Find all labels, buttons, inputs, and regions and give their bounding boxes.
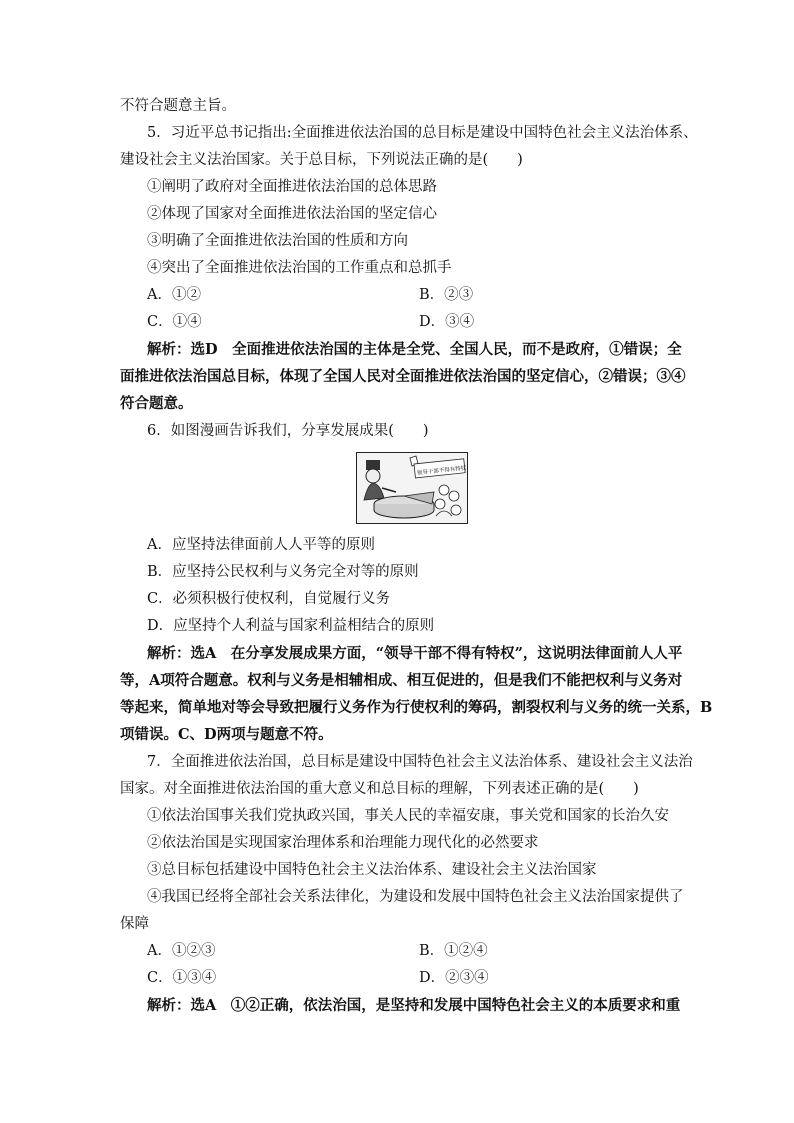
question-5-option-d: D．③④ xyxy=(419,314,475,330)
question-6-stem: 6．如图漫画告诉我们，分享发展成果( ) xyxy=(147,423,429,439)
question-7-stem-cont: 国家。对全面推进依法治国的重大意义和总目标的理解，下列表述正确的是( ) xyxy=(120,781,639,797)
question-7-statement-4: ④我国已经将全部社会关系法律化，为建设和发展中国特色社会主义法治国家提供了 xyxy=(147,889,684,905)
text-line: 不符合题意主旨。 xyxy=(120,98,236,114)
question-7-explanation: 解析：选A ①②正确，依法治国，是坚持和发展中国特色社会主义的本质要求和重 xyxy=(147,997,681,1014)
question-5-explanation-end: 符合题意。 xyxy=(120,395,193,412)
question-7-statement-2: ②依法治国是实现国家治理体系和治理能力现代化的必然要求 xyxy=(147,835,539,851)
question-7-statement-4-cont: 保障 xyxy=(120,916,149,932)
question-7-option-a: A．①②③ xyxy=(147,943,216,959)
question-5-statement-1: ①阐明了政府对全面推进依法治国的总体思路 xyxy=(147,179,437,195)
question-7-statement-1: ①依法治国事关我们党执政兴国，事关人民的幸福安康，事关党和国家的长治久安 xyxy=(147,808,669,824)
question-6-option-c: C．必须积极行使权利，自觉履行义务 xyxy=(147,591,391,607)
question-7-option-d: D．②③④ xyxy=(419,970,489,986)
question-5-statement-2: ②体现了国家对全面推进依法治国的坚定信心 xyxy=(147,206,437,222)
question-5-option-b: B．②③ xyxy=(419,287,474,303)
question-5-explanation-cont: 面推进依法治国总目标，体现了全国人民对全面推进依法治国的坚定信心，②错误；③④ xyxy=(120,368,686,385)
question-6-explanation-cont-2: 等起来，简单地对等会导致把履行义务作为行使权利的筹码，割裂权利与义务的统一关系，B xyxy=(120,699,713,716)
question-6-explanation-end: 项错误。C、D两项与题意不符。 xyxy=(120,726,333,743)
question-5-option-a: A．①② xyxy=(147,287,201,303)
question-5-stem: 5．习近平总书记指出:全面推进依法治国的总目标是建设中国特色社会主义法治体系、 xyxy=(147,125,698,141)
question-6-explanation-cont: 等，A项符合题意。权利与义务是相辅相成、相互促进的，但是我们不能把权利与义务对 xyxy=(120,672,683,689)
question-7-statement-3: ③总目标包括建设中国特色社会主义法治体系、建设社会主义法治国家 xyxy=(147,862,597,878)
question-6-explanation: 解析：选A 在分享发展成果方面，“领导干部不得有特权”，这说明法律面前人人平 xyxy=(147,645,683,662)
question-5-option-c: C．①④ xyxy=(147,314,202,330)
question-6-option-d: D．应坚持个人利益与国家利益相结合的原则 xyxy=(147,618,435,634)
question-7-option-b: B．①②④ xyxy=(419,943,488,959)
question-5-statement-4: ④突出了全面推进依法治国的工作重点和总抓手 xyxy=(147,260,452,276)
question-7-stem: 7．全面推进依法治国，总目标是建设中国特色社会主义法治体系、建设社会主义法治 xyxy=(147,754,693,770)
question-7-option-c: C．①③④ xyxy=(147,970,217,986)
question-5-explanation: 解析：选D 全面推进依法治国的主体是全党、全国人民，而不是政府，①错误；全 xyxy=(147,341,682,358)
question-5-stem-cont: 建设社会主义法治国家。关于总目标，下列说法正确的是( ) xyxy=(120,152,523,168)
cartoon-image xyxy=(356,452,468,524)
question-5-statement-3: ③明确了全面推进依法治国的性质和方向 xyxy=(147,233,408,249)
question-6-option-a: A．应坚持法律面前人人平等的原则 xyxy=(147,537,375,553)
cartoon-sign-text: 领导干部不得有特权 xyxy=(416,465,467,477)
question-6-option-b: B．应坚持公民权利与义务完全对等的原则 xyxy=(147,564,419,580)
